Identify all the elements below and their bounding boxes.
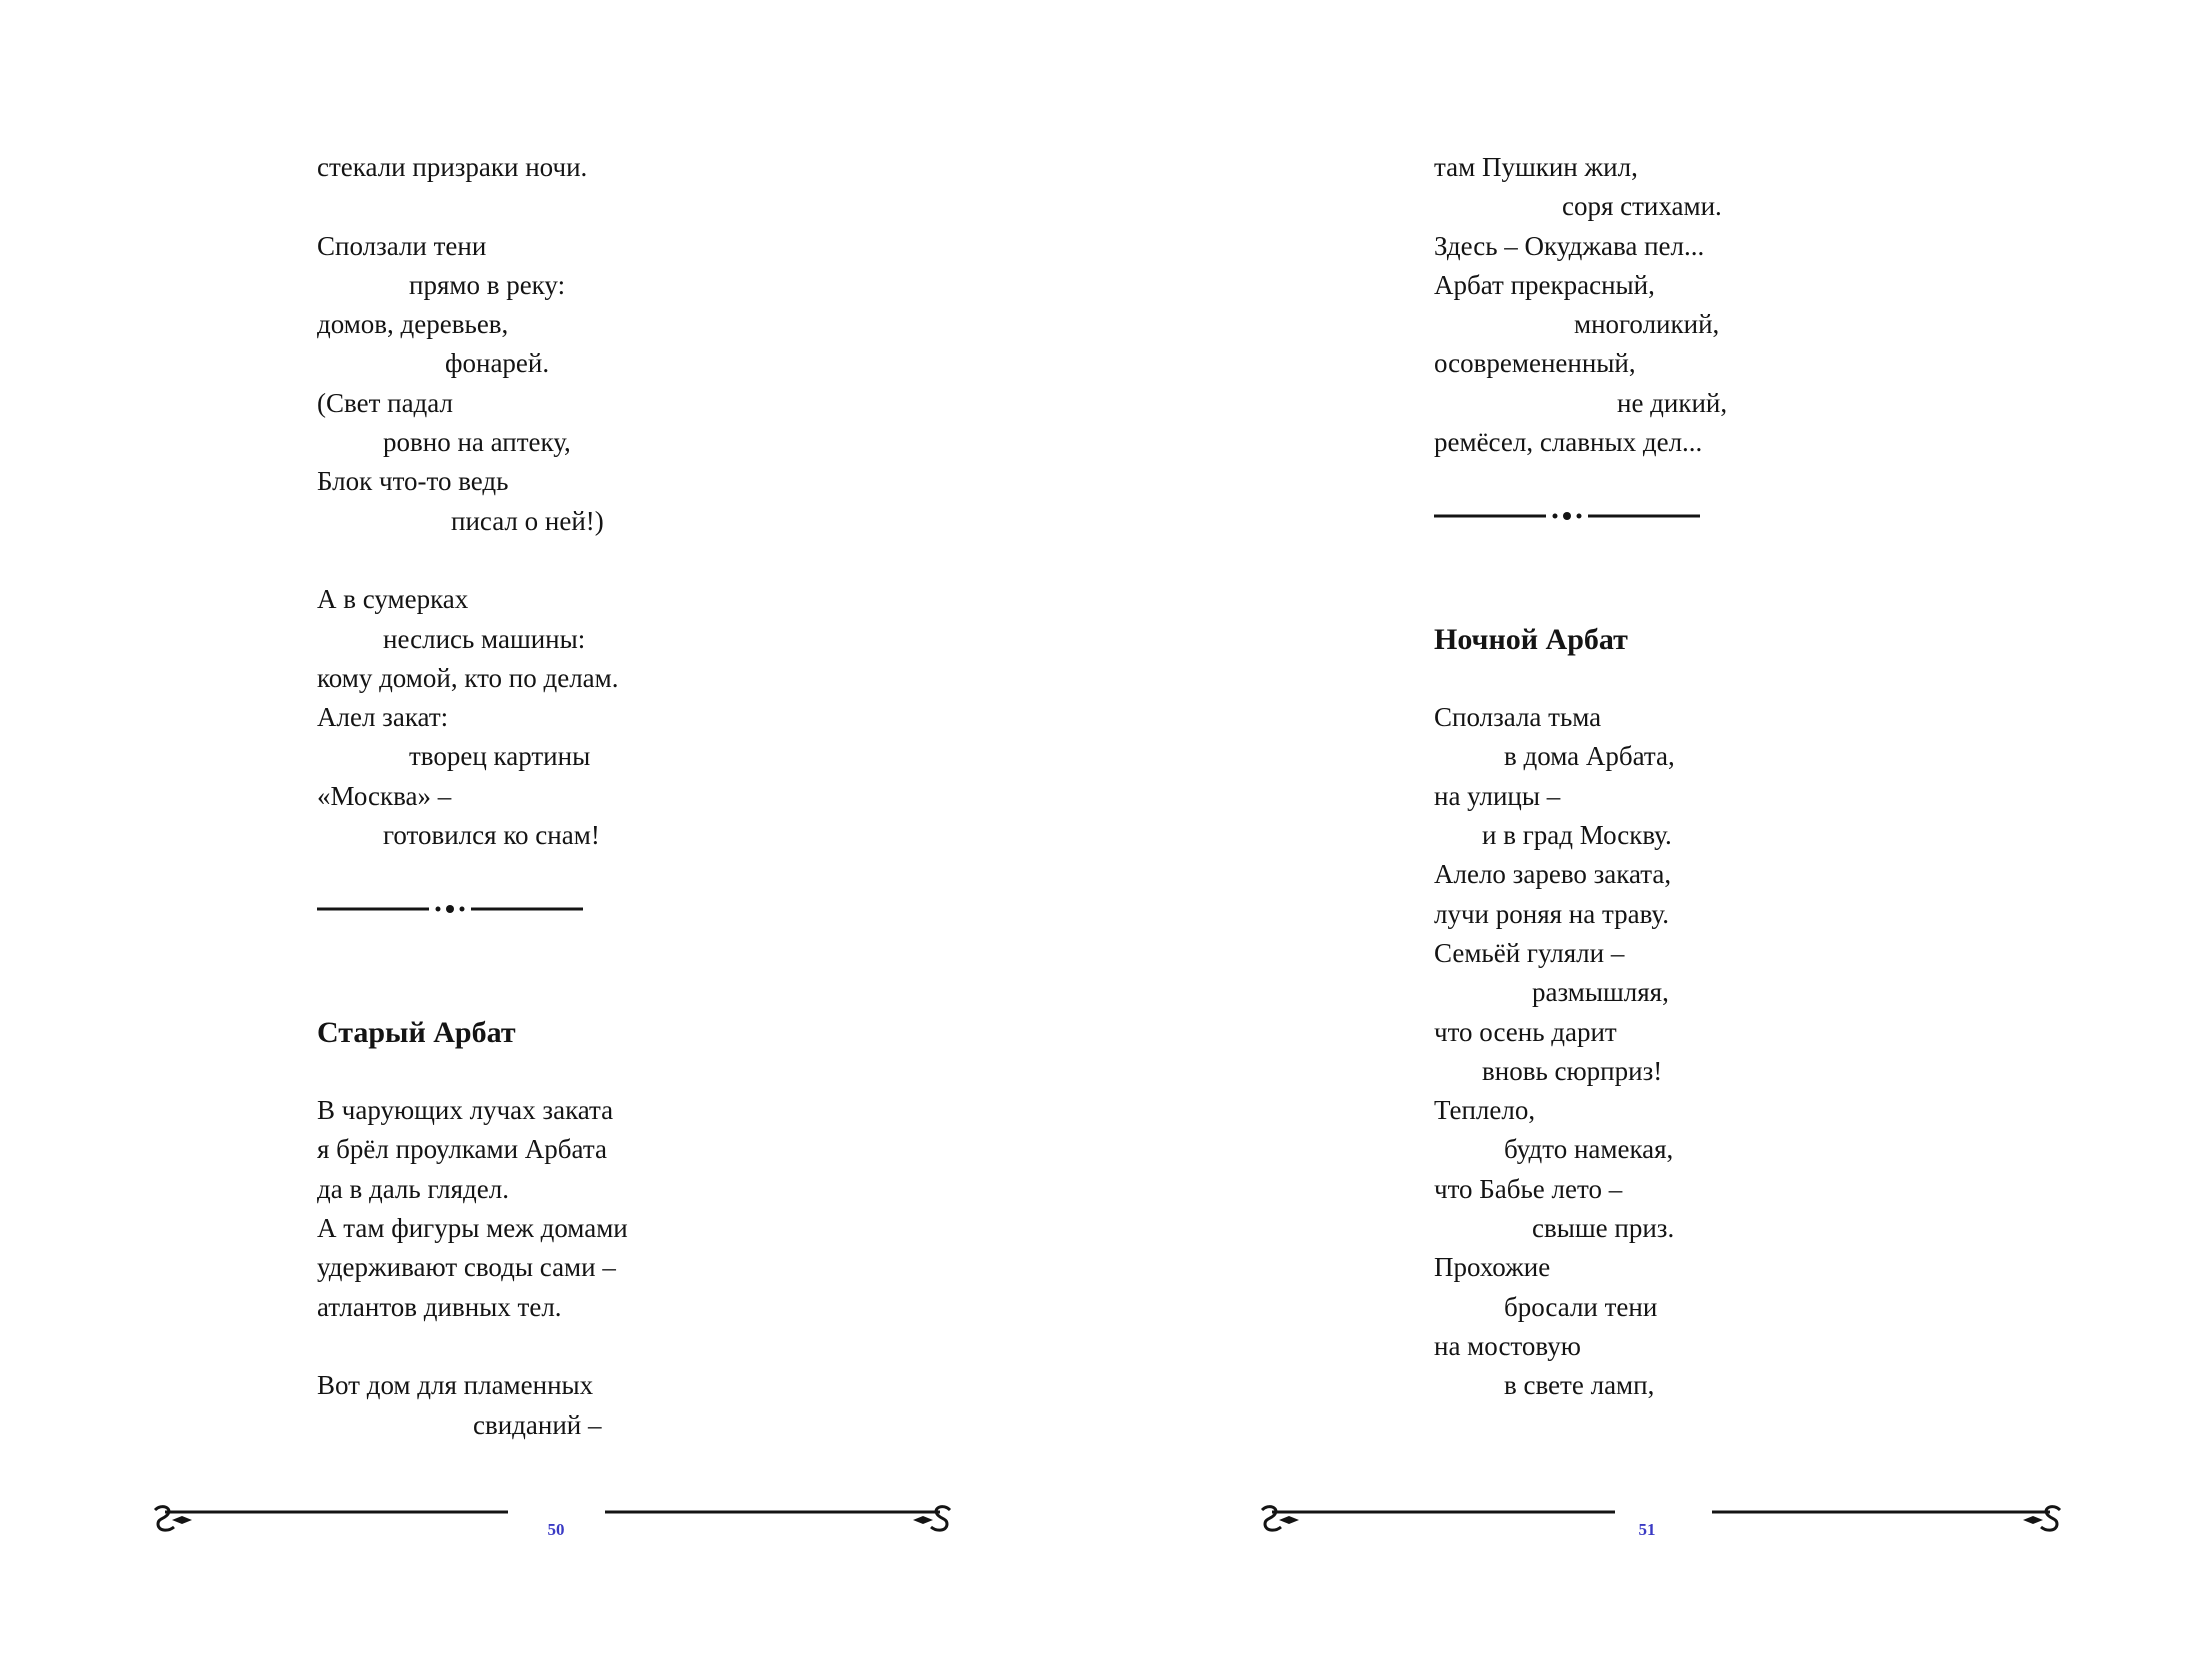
verse-line: свыше приз. (1532, 1213, 1675, 1244)
verse-line: писал о ней!) (451, 505, 604, 536)
verse-line: на улицы – (1434, 780, 1561, 811)
right-poem-column (1434, 148, 1727, 1406)
verse-line: Алел закат: (317, 702, 449, 733)
verse-line: Блок что-то ведь (317, 466, 509, 497)
verse-line: Семьёй гуляли – (1434, 937, 1625, 968)
verse-line: ремёсел, славных дел... (1434, 427, 1703, 458)
stanza-gap (317, 934, 628, 973)
verse-line: соря стихами. (1562, 191, 1722, 222)
verse-line: я брёл проулками Арбата (317, 1134, 607, 1165)
stanza-gap (1434, 462, 1727, 501)
verse-line: удерживают своды сами – (317, 1252, 616, 1283)
verse-line: на мостовую (1434, 1330, 1581, 1361)
verse-line: домов, деревьев, (317, 309, 509, 340)
verse-line: кому домой, кто по делам. (317, 662, 619, 693)
section-divider (317, 895, 628, 934)
verse-line: не дикий, (1617, 387, 1728, 418)
section-divider (1434, 502, 1727, 541)
stanza-gap (1434, 580, 1727, 619)
stanza-gap (1434, 659, 1727, 698)
verse-line: размышляя, (1532, 977, 1669, 1008)
left-page (0, 0, 1102, 1654)
stanza-gap (317, 855, 628, 894)
poem-title: Старый Арбат (317, 1015, 516, 1049)
right-page-footer (1102, 1500, 2204, 1560)
verse-line: «Москва» – (317, 780, 452, 811)
stanza-gap (317, 973, 628, 1012)
verse-line: фонарей. (445, 348, 550, 379)
verse-line: Сползала тьма (1434, 702, 1602, 733)
section-divider-ornament (1434, 506, 1704, 526)
verse-line: осовремененный, (1434, 348, 1636, 379)
verse-line: Вот дом для пламенных (317, 1370, 594, 1401)
left-page-footer (0, 1500, 1102, 1560)
verse-line: что Бабье лето – (1434, 1173, 1623, 1204)
poem-title: Ночной Арбат (1434, 622, 1628, 656)
page-number: 50 (547, 1520, 565, 1539)
verse-line: свиданий – (473, 1409, 602, 1440)
section-divider-ornament (317, 899, 587, 919)
verse-line: вновь сюрприз! (1482, 1055, 1663, 1086)
verse-line: и в град Москву. (1482, 820, 1672, 851)
verse-line: атлантов дивных тел. (317, 1291, 562, 1322)
verse-line: (Свет падал (317, 387, 453, 418)
verse-line: лучи роняя на траву. (1434, 898, 1669, 929)
verse-line: там Пушкин жил, (1434, 152, 1638, 182)
verse-line: Сползали тени (317, 230, 487, 261)
verse-line: Арбат прекрасный, (1434, 269, 1655, 300)
verse-line: в дома Арбата, (1504, 741, 1675, 772)
verse-line: Алело зарево заката, (1434, 859, 1672, 890)
stanza-gap (317, 1052, 628, 1091)
left-poem-column (317, 148, 628, 1445)
verse-line: бросали тени (1504, 1291, 1658, 1322)
verse-line: прямо в реку: (409, 269, 566, 300)
stanza-gap (317, 541, 628, 580)
stanza-gap (317, 187, 628, 226)
verse-line: многоликий, (1574, 309, 1720, 340)
verse-line: В чарующих лучах заката (317, 1095, 614, 1126)
page-number: 51 (1638, 1520, 1656, 1539)
verse-line: А там фигуры меж домами (317, 1213, 628, 1244)
verse-line: неслись машины: (383, 623, 586, 654)
verse-line: Здесь – Окуджава пел... (1434, 230, 1705, 261)
verse-line: Теплело, (1434, 1095, 1536, 1126)
stanza-gap (1434, 541, 1727, 580)
stanza-gap (317, 1327, 628, 1366)
verse-line: творец картины (409, 741, 591, 772)
verse-line: что осень дарит (1434, 1016, 1617, 1047)
verse-line: да в даль глядел. (317, 1173, 510, 1204)
verse-line: А в сумерках (317, 584, 469, 615)
verse-line: будто намекая, (1504, 1134, 1674, 1165)
verse-line: Прохожие (1434, 1252, 1551, 1283)
verse-line: ровно на аптеку, (383, 427, 571, 458)
verse-line: стекали призраки ночи. (317, 152, 588, 182)
right-page (1102, 0, 2204, 1654)
verse-line: готовился ко снам! (383, 820, 600, 851)
verse-line: в свете ламп, (1504, 1370, 1655, 1401)
